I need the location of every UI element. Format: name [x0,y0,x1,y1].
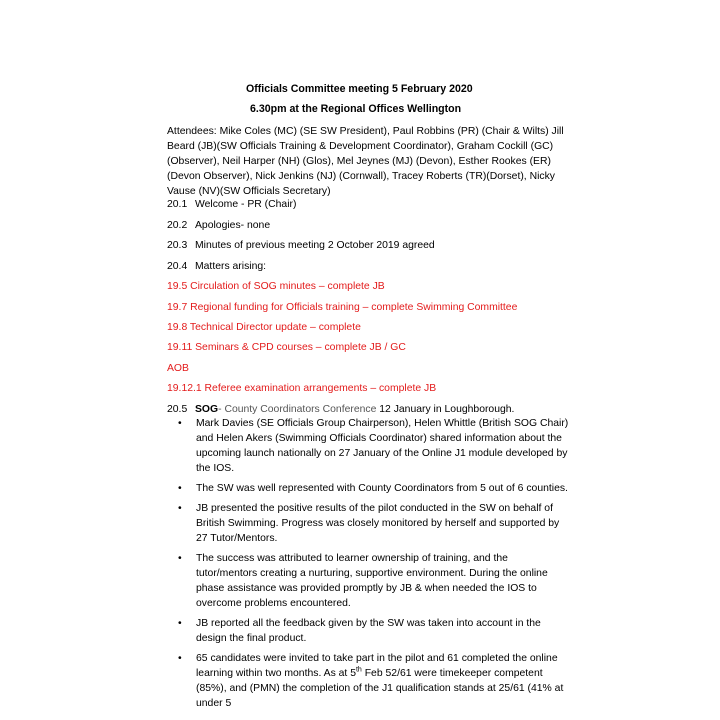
conference-date: 12 January in Loughborough. [376,404,515,415]
meeting-title: Officials Committee meeting 5 February 2020 [246,83,473,95]
bullet-item [178,501,570,546]
bullet-glyph: • [178,618,182,629]
attendees-paragraph: Attendees: Mike Coles (MC) (SE SW President), Paul Robbins (PR) (Chair & Wilts) Jill Beard (JB)(SW Officials Training & Development Coordinator), Graham Cockill (GC) (Observer), Neil Harper (NH) (Glos), Mel Jeynes (MJ) (Devon), Esther Rookes (ER) (Devon Observer), Nick Jenkins (NJ) (Cornwall), Tracey Roberts (TR)(Dorset), Nicky Vause (NV)(SW Officials Secretary) [167,126,564,197]
bullet-text-part: Feb 52/61 were timekeeper competent (85%), and (PMN) the completion of the J1 qualification stands at 25/61 (41% at under 5 [196,668,564,709]
agenda-item-text: Minutes of previous meeting 2 October 2019 agreed [195,240,435,251]
conference-name: - County Coordinators Conference [218,404,377,415]
matter-arising: 19.5 Circulation of SOG minutes – complete JB [167,281,385,292]
agenda-item-number: 20.2 [167,220,188,231]
agenda-item-number: 20.3 [167,240,188,251]
bullet-text-part: 65 candidates were invited to take part in the pilot and 61 completed the online learning within two months. As at 5 [196,653,558,679]
agenda-item-sog [167,402,567,417]
matter-arising: 19.11 Seminars & CPD courses – complete JB / GC [167,342,406,353]
sog-heading: SOG [195,404,219,415]
bullet-glyph: • [178,418,182,429]
bullet-text: JB presented the positive results of the pilot conducted in the SW on behalf of British Swimming. Progress was closely monitored by herself and supported by 27 Tutor/Mentors. [196,503,560,544]
bullet-item [178,481,570,496]
bullet-text: The success was attributed to learner ownership of training, and the tutor/mentors creating a nurturing, supportive environment. During the online phase assistance was provided promptly by JB & when needed the IOS to overcome problems encountered. [196,553,548,609]
bullet-glyph: • [178,503,182,514]
bullet-item [178,616,570,646]
bullet-text: The SW was well represented with County Coordinators from 5 out of 6 counties. [196,483,568,494]
bullet-item [178,551,570,611]
sog-bullet-list [178,416,570,716]
bullet-text: Mark Davies (SE Officials Group Chairperson), Helen Whittle (British SOG Chair) and Helen Akers (Swimming Officials Coordinator) shared information about the upcoming launch nationally on 27 January of the Online J1 module developed by the IOS. [196,418,569,474]
meeting-subtitle: 6.30pm at the Regional Offices Wellington [250,103,462,115]
bullet-text: JB reported all the feedback given by the SW was taken into account in the design the final product. [196,618,541,644]
agenda-item-number: 20.5 [167,404,188,415]
agenda-item-number: 20.1 [167,199,188,210]
bullet-text [196,653,563,709]
matter-arising: AOB [167,363,189,374]
agenda-item-text: Apologies- none [195,220,271,231]
agenda-item [167,197,567,212]
agenda-item-number: 20.4 [167,261,188,272]
bullet-glyph: • [178,553,182,564]
agenda-item [167,259,567,274]
bullet-glyph: • [178,483,182,494]
bullet-glyph: • [178,653,182,664]
bullet-item [178,651,570,711]
agenda-item-text: Matters arising: [195,261,267,272]
matter-arising: 19.8 Technical Director update – complete [167,322,361,333]
bullet-item [178,416,570,476]
agenda-item [167,218,567,233]
matter-arising: 19.12.1 Referee examination arrangements – complete JB [167,383,437,394]
agenda-item-text: Welcome - PR (Chair) [195,199,297,210]
ordinal-suffix: th [355,666,362,674]
matter-arising: 19.7 Regional funding for Officials training – complete Swimming Committee [167,302,518,313]
agenda-item [167,238,567,253]
